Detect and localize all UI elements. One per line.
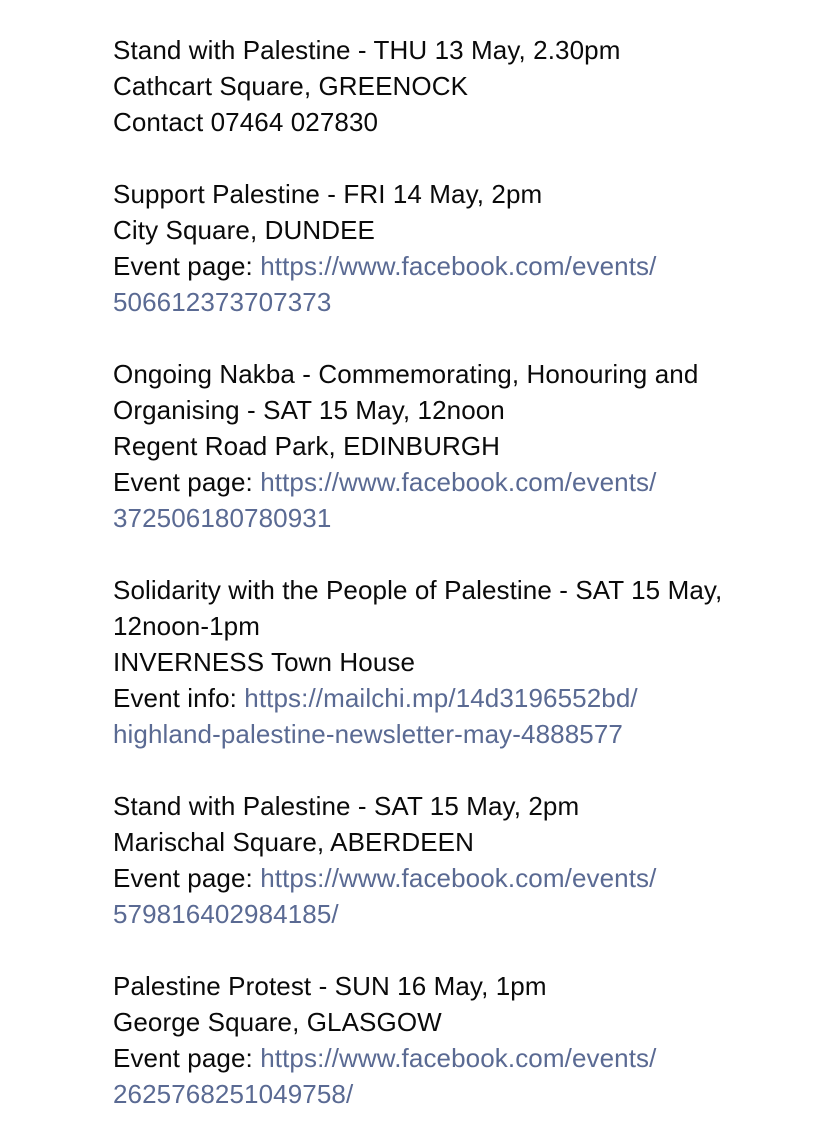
event-title: Palestine Protest - SUN 16 May, 1pm <box>113 971 547 1001</box>
event-contact: Contact 07464 027830 <box>113 107 379 137</box>
event-link-label: Event page: <box>113 467 261 497</box>
event-link-continued[interactable]: 372506180780931 <box>113 503 332 533</box>
event-title: Stand with Palestine - THU 13 May, 2.30pm <box>113 35 621 65</box>
event-greenock <box>113 32 813 140</box>
event-link-row <box>113 248 813 284</box>
event-link-row <box>113 680 813 716</box>
event-list <box>113 32 813 1148</box>
event-location: Marischal Square, ABERDEEN <box>113 827 474 857</box>
event-location: City Square, DUNDEE <box>113 215 375 245</box>
event-location: Regent Road Park, EDINBURGH <box>113 431 501 461</box>
event-title-continued: Organising - SAT 15 May, 12noon <box>113 395 505 425</box>
event-title: Ongoing Nakba - Commemorating, Honouring and <box>113 359 699 389</box>
event-location: George Square, GLASGOW <box>113 1007 442 1037</box>
event-title: Support Palestine - FRI 14 May, 2pm <box>113 179 543 209</box>
event-link-label: Event page: <box>113 863 261 893</box>
event-location: Cathcart Square, GREENOCK <box>113 71 469 101</box>
event-inverness <box>113 572 813 752</box>
event-dundee <box>113 176 813 320</box>
event-glasgow <box>113 968 813 1112</box>
event-link-label: Event info: <box>113 683 245 713</box>
event-link-continued[interactable]: 506612373707373 <box>113 287 332 317</box>
event-link[interactable]: https://mailchi.mp/14d3196552bd/ <box>244 683 638 713</box>
event-link-row <box>113 896 813 932</box>
event-link[interactable]: https://www.facebook.com/events/ <box>260 467 657 497</box>
event-aberdeen <box>113 788 813 932</box>
event-link[interactable]: https://www.facebook.com/events/ <box>260 1043 657 1073</box>
event-link-row <box>113 860 813 896</box>
event-title: Solidarity with the People of Palestine - SAT 15 May, <box>113 575 723 605</box>
event-link-continued[interactable]: 579816402984185/ <box>113 899 339 929</box>
event-link-continued[interactable]: 2625768251049758/ <box>113 1079 354 1109</box>
event-title: Stand with Palestine - SAT 15 May, 2pm <box>113 791 580 821</box>
event-link-row <box>113 284 813 320</box>
event-link-row <box>113 1040 813 1076</box>
event-link-continued[interactable]: highland-palestine-newsletter-may-4888577 <box>113 719 623 749</box>
event-link[interactable]: https://www.facebook.com/events/ <box>260 251 657 281</box>
event-link-row <box>113 1076 813 1112</box>
event-link-label: Event page: <box>113 1043 261 1073</box>
event-edinburgh <box>113 356 813 536</box>
event-link[interactable]: https://www.facebook.com/events/ <box>260 863 657 893</box>
event-link-row <box>113 464 813 500</box>
event-link-row <box>113 716 813 752</box>
event-location: INVERNESS Town House <box>113 647 416 677</box>
event-time: 12noon-1pm <box>113 611 260 641</box>
event-link-label: Event page: <box>113 251 261 281</box>
event-link-row <box>113 500 813 536</box>
